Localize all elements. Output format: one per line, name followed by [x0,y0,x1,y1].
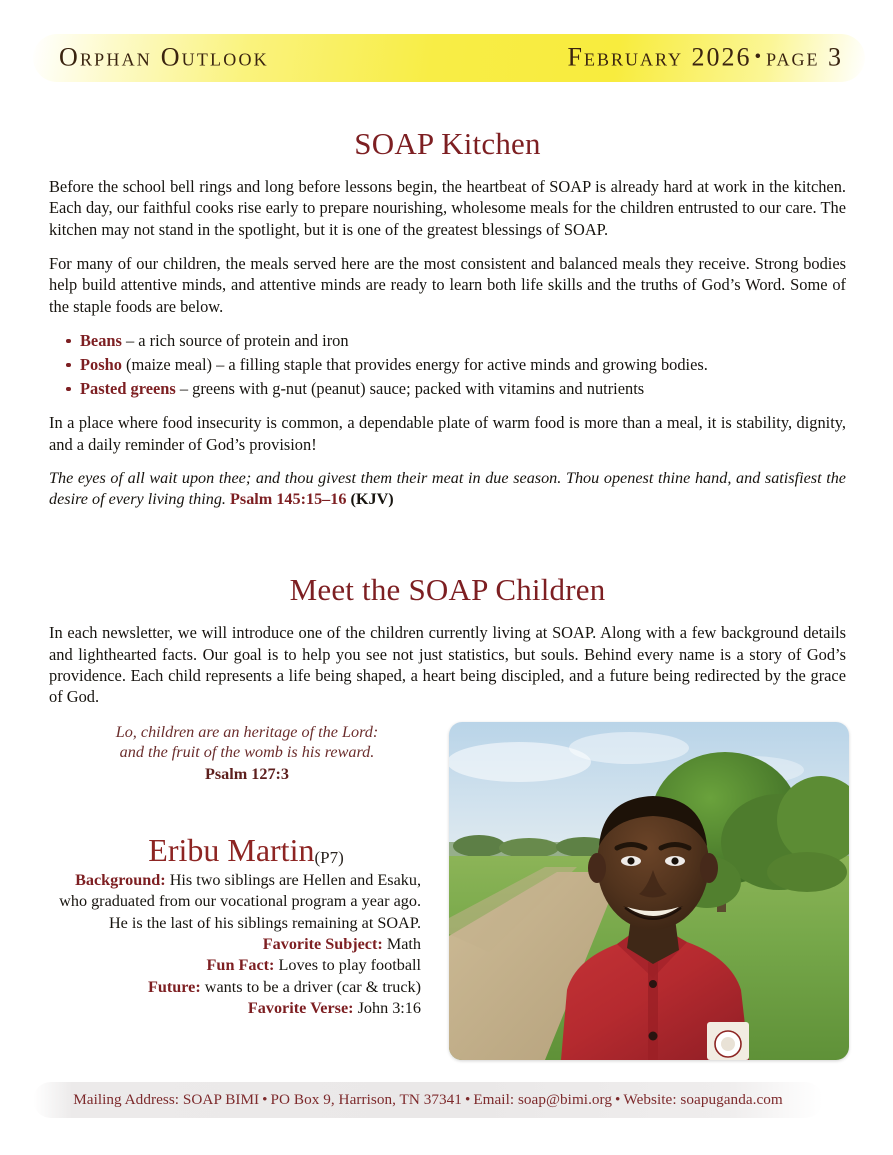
page-content [49,126,846,1067]
child-fact-background [49,870,421,934]
section-title-children: Meet the SOAP Children [289,572,606,608]
publication-title: Orphan Outlook [59,42,269,72]
list-item [66,378,846,400]
kitchen-scripture [49,468,846,510]
child-verse [49,722,421,785]
scripture-reference: Psalm 145:15–16 [230,490,347,509]
child-photo-illustration [449,722,849,1060]
footer-separator-dot: • [464,1091,471,1108]
fact-value: Loves to play football [274,956,421,975]
kitchen-paragraph-2: For many of our children, the meals served here are the most consistent and balanced meals they receive. Strong bodies help build attentive minds, and attentive minds are ready to learn both life skills and the truths of God’s Word. Some of the staple foods are below. [49,253,846,316]
child-name [49,833,421,868]
fact-label: Fun Fact: [206,956,275,975]
food-description: – greens with g-nut (peanut) sauce; packed with vitamins and nutrients [175,378,645,398]
fact-value: John 3:16 [353,999,421,1018]
list-item [66,354,846,376]
fact-label: Background: [75,870,166,889]
child-fact-favorite-subject [49,934,421,955]
masthead-banner [33,34,865,82]
issue-and-page [568,42,844,72]
footer-separator-dot: • [262,1091,268,1108]
fact-value: His two siblings are Hellen and Esaku, who graduated from our vocational program a year ago. He is the last of his siblings remaining at SOAP. [59,870,421,932]
food-name: Posho [80,354,122,374]
child-fact-future [49,977,421,998]
child-profile-text [49,722,429,1020]
footer-band [33,1082,823,1118]
footer-mailing-label: Mailing Address: SOAP BIMI [73,1091,260,1108]
footer-separator-dot: • [615,1091,621,1108]
fact-label: Future: [147,977,201,996]
kitchen-paragraph-1: Before the school bell rings and long before lessons begin, the heartbeat of SOAP is already hard at work in the kitchen. Each day, our faithful cooks rise early to prepare nourishing, wholesome meals for the children entrusted to our care. The kitchen may not stand in the spotlight, but it is one of the greatest blessings of SOAP. [49,177,846,239]
child-name-text: Eribu Martin [148,831,315,868]
page-number: page 3 [766,42,843,72]
food-name: Beans [80,330,122,350]
section-title-kitchen: SOAP Kitchen [354,126,541,161]
masthead-separator: • [754,46,764,68]
fact-label: Favorite Subject: [262,935,383,954]
footer-address: PO Box 9, Harrison, TN 37341 [270,1091,462,1108]
child-fact-favorite-verse [49,998,421,1019]
kitchen-closing-paragraph: In a place where food insecurity is common, a dependable plate of warm food is more than a meal, it is stability, dignity, and a daily reminder of God’s provision! [49,413,846,454]
scripture-text: The eyes of all wait upon thee; and thou givest them their meat in due season. Thou openest thine hand, and satisfiest the desire of every living thing. [49,469,846,509]
footer-contact-info [73,1091,783,1109]
child-photo [449,722,849,1060]
food-name: Pasted greens [80,378,176,398]
child-fact-fun-fact [49,955,421,976]
food-description: – a rich source of protein and iron [121,330,349,350]
scripture-version: (KJV) [346,490,394,509]
child-verse-line-2: and the fruit of the womb is his reward. [119,743,375,762]
staple-foods-list [49,330,846,399]
fact-value: Math [382,935,421,954]
section-spacer [49,510,846,572]
child-profile-row [49,722,846,1067]
child-verse-reference: Psalm 127:3 [204,764,290,783]
child-verse-line-1: Lo, children are an heritage of the Lord: [115,722,379,741]
issue-date: February 2026 [567,42,752,72]
footer-email[interactable]: Email: soap@bimi.org [473,1091,613,1108]
list-item [66,330,846,352]
child-grade-level: (P7) [314,847,344,867]
fact-label: Favorite Verse: [247,999,354,1018]
fact-value: wants to be a driver (car & truck) [200,977,421,996]
footer-website[interactable]: Website: soapuganda.com [623,1091,783,1108]
food-description: (maize meal) – a filling staple that provides energy for active minds and growing bodies. [121,354,708,374]
children-intro-paragraph: In each newsletter, we will introduce one of the children currently living at SOAP. Along with a few background details and lighthearted facts. Our goal is to help you see not just statistics, but souls. Behind every name is a story of God’s providence. Each child represents a life being shaped, a heart being discipled, and a future being redirected by the grace of God. [49,623,846,707]
